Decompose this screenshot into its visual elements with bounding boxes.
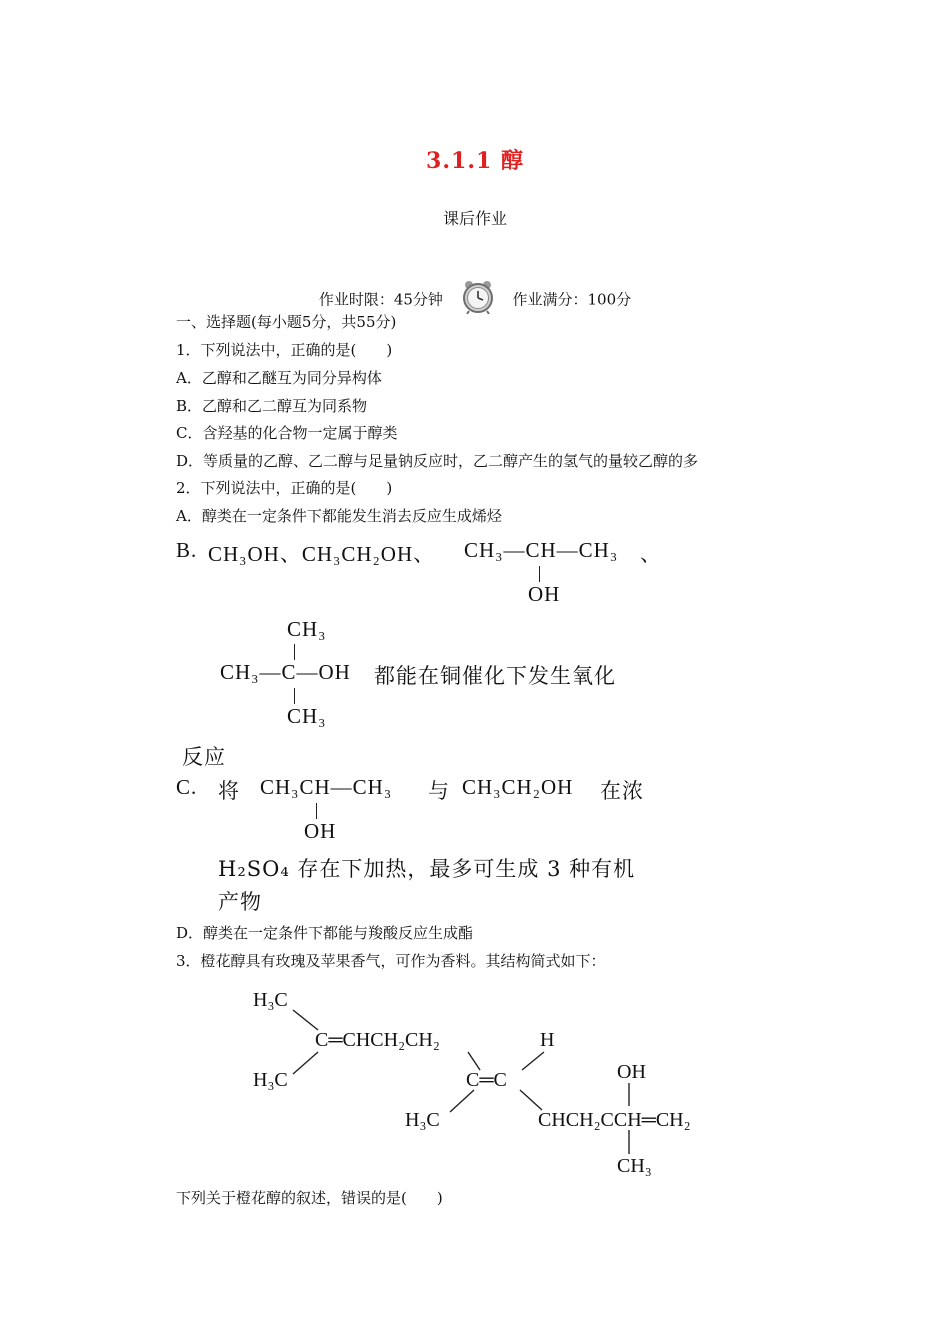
q2-option-c-line3: 产物 xyxy=(218,890,262,914)
q2-option-b-isopropanol-oh: OH xyxy=(528,582,561,606)
time-limit: 作业时限：45分钟 xyxy=(318,290,443,309)
full-score: 作业满分：100分 xyxy=(512,290,632,309)
q2-option-b-comma: 、 xyxy=(640,542,662,566)
q1-option-b: B．乙醇和乙二醇互为同系物 xyxy=(176,397,368,415)
q2-option-b-tbutanol: CH₃—C—OH xyxy=(220,660,351,684)
q2-option-c-yu: 与 xyxy=(428,779,450,803)
q2-option-b-text: 都能在铜催化下发生氧化 xyxy=(374,664,616,688)
q1-stem: 1．下列说法中，正确的是( ) xyxy=(176,341,393,359)
q2-option-c-isopropanol: CH₃CH—CH₃ xyxy=(260,775,393,799)
ch3-group: CH₃ xyxy=(617,1155,652,1177)
bond-line xyxy=(293,1010,318,1030)
q2-option-c-ethanol: CH₃CH₂OH xyxy=(462,775,574,799)
h3c-top: H₃C xyxy=(253,989,288,1011)
bond-line xyxy=(450,1090,474,1112)
oh-group: OH xyxy=(617,1061,646,1083)
chain1: C═CHCH₂CH₂ xyxy=(315,1029,440,1051)
q2-option-b-isopropanol: CH₃—CH—CH₃ xyxy=(464,538,619,562)
bond-line xyxy=(468,1052,480,1070)
bond-line xyxy=(522,1052,544,1070)
h3c-bottom: H₃C xyxy=(253,1069,288,1091)
q2-option-b-prefix: B. xyxy=(176,538,198,562)
q2-option-b-tbutanol-top: CH₃ xyxy=(287,617,327,641)
q2-option-c-isopropanol-oh: OH xyxy=(304,819,337,843)
q3-question: 下列关于橙花醇的叙述，错误的是( ) xyxy=(176,1189,443,1207)
h-atom: H xyxy=(540,1029,555,1051)
q1-option-c: C．含羟基的化合物一定属于醇类 xyxy=(176,424,398,442)
q2-option-c-line2: H₂SO₄ 存在下加热，最多可生成 3 种有机 xyxy=(218,857,636,881)
q2-option-c-zainong: 在浓 xyxy=(600,779,644,803)
q3-stem: 3．橙花醇具有玫瑰及苹果香气，可作为香料。其结构简式如下： xyxy=(176,952,606,970)
q1-option-a: A．乙醇和乙醚互为同分异构体 xyxy=(176,369,382,387)
page-title: 3.1.1 醇 xyxy=(426,148,524,174)
q2-option-d: D．醇类在一定条件下都能与羧酸反应生成酯 xyxy=(176,924,474,942)
q2-option-c-jiang: 将 xyxy=(218,779,240,803)
section-heading: 一、选择题(每小题5分，共55分) xyxy=(176,313,397,331)
q1-option-d: D．等质量的乙醇、乙二醇与足量钠反应时，乙二醇产生的氢气的量较乙醇的多 xyxy=(176,452,699,470)
q2-option-b-formulas: CH₃OH、CH₃CH₂OH、 xyxy=(208,542,436,566)
q2-option-b-text2: 反应 xyxy=(182,745,226,769)
q2-stem: 2．下列说法中，正确的是( ) xyxy=(176,479,393,497)
bond-line xyxy=(520,1090,542,1110)
bond-line xyxy=(293,1052,318,1074)
q2-option-b-tbutanol-bottom: CH₃ xyxy=(287,704,327,728)
q2-option-a: A．醇类在一定条件下都能发生消去反应生成烯烃 xyxy=(176,507,502,525)
page-subtitle: 课后作业 xyxy=(442,209,507,228)
c-double-c: C═C xyxy=(466,1069,507,1091)
h3c-mid: H₃C xyxy=(405,1109,440,1131)
q2-option-c-prefix: C. xyxy=(176,775,198,799)
chain2: CHCH₂CCH═CH₂ xyxy=(538,1109,691,1131)
